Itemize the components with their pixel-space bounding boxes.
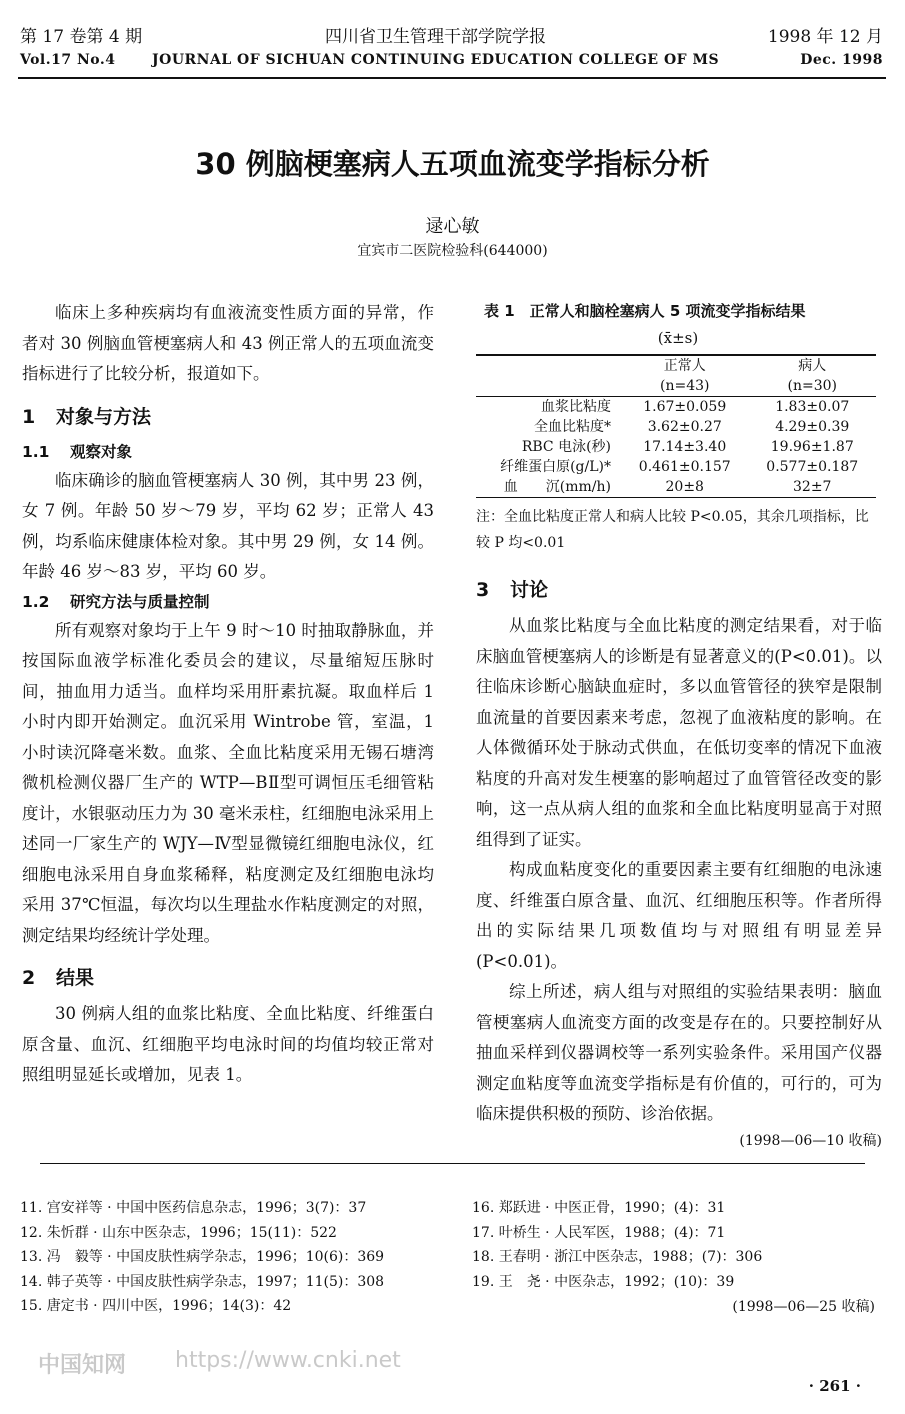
reference-item: 18. 王春明 · 浙江中医杂志，1988；(7)：306 xyxy=(472,1249,763,1265)
reference-item: 14. 韩子英等 · 中国皮肤性病学杂志，1997；11(5)：308 xyxy=(20,1273,385,1290)
data-table-body xyxy=(476,397,876,497)
section-number: 1.1 xyxy=(22,442,50,461)
section-number: 2 xyxy=(22,967,36,989)
cell-patient: 19.96±1.87 xyxy=(770,438,854,455)
table-row xyxy=(476,397,876,417)
table-row xyxy=(476,437,876,457)
volume-issue-en: Vol.17 No.4 xyxy=(20,52,116,68)
reference-item: 17. 叶桥生 · 人民军医，1988；(4)：71 xyxy=(472,1224,726,1241)
cell-patient: 4.29±0.39 xyxy=(775,418,850,435)
page-number: · 261 · xyxy=(808,1377,861,1395)
volume-issue-cn: 第 17 卷第 4 期 xyxy=(20,27,143,47)
discussion-paragraph-3: 综上所述，病人组与对照组的实验结果表明：脑血管梗塞病人血流变方面的改变是存在的。只要控制好从抽血采样到仪器调校等一系列实验条件。采用国产仪器测定血粘度等血流变学指标是有价值的，可行的，可为临床提供积极的预防、诊治依据。 xyxy=(476,982,882,1123)
row-label: RBC 电泳(秒) xyxy=(521,438,611,455)
table-subcaption: (x̄±s) xyxy=(657,329,699,347)
results-paragraph: 30 例病人组的血浆比粘度、全血比粘度、纤维蛋白原含量、血沉、红细胞平均电泳时间的均值均较正常对照组明显延长或增加，见表 1。 xyxy=(22,1004,434,1084)
references-received-date: (1998—06—25 收稿) xyxy=(732,1299,875,1315)
reference-item: 13. 冯 毅等 · 中国皮肤性病学杂志，1996；10(6)：369 xyxy=(20,1249,385,1265)
col-header-patient: 病人 xyxy=(798,357,827,374)
section-number: 3 xyxy=(476,579,490,601)
section-title: 讨论 xyxy=(510,579,549,601)
issue-date-cn: 1998 年 12 月 xyxy=(767,27,883,47)
subjects-paragraph: 临床确诊的脑血管梗塞病人 30 例，其中男 23 例，女 7 例。年龄 50 岁～79 岁，平均 62 岁；正常人 43 例，均系临床健康体检对象。其中男 29 例，女 14 例。年龄 46 岁～83 岁，平均 60 岁。 xyxy=(22,470,434,581)
cell-normal: 17.14±3.40 xyxy=(643,438,727,455)
reference-item: 19. 王 尧 · 中医杂志，1992；(10)：39 xyxy=(472,1273,735,1290)
article-title: 30 例脑梗塞病人五项血流变学指标分析 xyxy=(195,147,710,181)
table-block xyxy=(476,300,880,556)
col-n-normal: (n=43) xyxy=(660,377,710,394)
cell-patient: 32±7 xyxy=(793,478,832,495)
section-1-1-heading xyxy=(22,438,434,466)
received-date: (1998—06—10 收稿) xyxy=(739,1132,882,1149)
row-label: 纤维蛋白原(g/L)* xyxy=(500,458,611,475)
section-number: 1 xyxy=(22,405,36,428)
cell-normal: 3.62±0.27 xyxy=(647,418,722,435)
table-row xyxy=(476,457,876,477)
row-label: 血浆比粘度 xyxy=(541,398,611,415)
table-top-rule xyxy=(476,354,876,356)
cell-normal: 20±8 xyxy=(665,478,704,495)
references-right xyxy=(472,1196,762,1294)
section-3-heading xyxy=(476,575,882,605)
table-row xyxy=(476,477,876,497)
left-column xyxy=(22,298,434,1091)
col-header-normal: 正常人 xyxy=(663,357,706,374)
discussion-paragraph-2: 构成血粘度变化的重要因素主要有红细胞的电泳速度、纤维蛋白原含量、血沉、红细胞压积等。作者所得出的实际结果几项数值均与对照组有明显差异(P<0.01)。 xyxy=(476,860,882,971)
table-header-n-row xyxy=(476,376,876,396)
discussion-paragraph-1: 从血浆比粘度与全血比粘度的测定结果看，对于临床脑血管梗塞病人的诊断是有显著意义的(P<0.01)。以往临床诊断心脑缺血症时，多以血管管径的狭窄是限制血流量的首要因素来考虑，忽视了血液粘度的影响。在人体微循环处于脉动式供血，在低切变率的情况下血液粘度的升高对发生梗塞的影响超过了血管管径改变的影响，这一点从病人组的血浆和全血比粘度明显高于对照组得到了证实。 xyxy=(476,616,882,849)
section-title: 研究方法与质量控制 xyxy=(70,592,210,611)
issue-date-en: Dec. 1998 xyxy=(800,52,883,68)
reference-item: 16. 郑跃进 · 中医正骨，1990；(4)：31 xyxy=(472,1200,726,1216)
col-n-patient: (n=30) xyxy=(787,377,837,394)
cell-patient: 0.577±0.187 xyxy=(766,458,859,475)
row-label: 全血比粘度* xyxy=(534,418,611,435)
watermark-logo: 中国知网 xyxy=(38,1353,127,1378)
references-left xyxy=(20,1196,384,1319)
section-number: 1.2 xyxy=(22,592,50,611)
section-title: 结果 xyxy=(56,967,95,989)
data-table xyxy=(476,356,876,396)
table-caption: 表 1 正常人和脑栓塞病人 5 项流变学指标结果 xyxy=(484,302,806,320)
table-header-row xyxy=(476,356,876,376)
table-note: 注：全血比粘度正常人和病人比较 P<0.05，其余几项指标，比较 P 均<0.01 xyxy=(476,509,869,551)
header-rule xyxy=(18,77,886,79)
table-row xyxy=(476,417,876,437)
section-1-heading xyxy=(22,402,434,432)
affiliation: 宜宾市二医院检验科(644000) xyxy=(357,243,548,259)
author: 逯心敏 xyxy=(425,216,480,237)
journal-name-cn: 四川省卫生管理干部学院学报 xyxy=(325,27,546,47)
reference-item: 15. 唐定书 · 四川中医，1996；14(3)：42 xyxy=(20,1298,292,1314)
watermark-url: https://www.cnki.net xyxy=(175,1348,401,1373)
cell-normal: 0.461±0.157 xyxy=(638,458,731,475)
table-bottom-rule xyxy=(476,497,876,499)
section-2-heading xyxy=(22,963,434,993)
section-title: 观察对象 xyxy=(70,442,133,461)
table-mid-rule xyxy=(476,396,876,397)
references-rule xyxy=(40,1163,865,1164)
right-column xyxy=(476,563,882,1152)
reference-item: 11. 宫安祥等 · 中国中医药信息杂志，1996；3(7)：37 xyxy=(20,1200,367,1216)
intro-paragraph: 临床上多种疾病均有血液流变性质方面的异常，作者对 30 例脑血管梗塞病人和 43 例正常人的五项血流变指标进行了比较分析，报道如下。 xyxy=(22,303,434,383)
methods-paragraph: 所有观察对象均于上午 9 时～10 时抽取静脉血，并按国际血液学标准化委员会的建议，尽量缩短压脉时间，抽血用力适当。血样均采用肝素抗凝。取血样后 1 小时内即开始测定。血沉采用 Wintrobe 管，室温，1 小时读沉降毫米数。血浆、全血比粘度采用无锡石塘湾微机检测仪器厂生产的 WTP—BⅡ型可调恒压毛细管粘度计，水银驱动压力为 30 毫米汞柱，红细胞电泳采用上述同一厂家生产的 WJY—Ⅳ型显微镜红细胞电泳仪，红细胞电泳采用自身血浆稀释，粘度测定及红细胞电泳均采用 37℃恒温，每次均以生理盐水作粘度测定的对照，测定结果均经统计学处理。 xyxy=(22,620,434,945)
cell-normal: 1.67±0.059 xyxy=(643,398,727,415)
journal-name-en: JOURNAL OF SICHUAN CONTINUING EDUCATION COLLEGE OF MS xyxy=(152,52,720,68)
section-title: 对象与方法 xyxy=(56,405,152,428)
row-label: 血 沉(mm/h) xyxy=(503,478,611,495)
cell-patient: 1.83±0.07 xyxy=(775,398,850,415)
reference-item: 12. 朱忻群 · 山东中医杂志，1996；15(11)：522 xyxy=(20,1224,337,1241)
section-1-2-heading xyxy=(22,588,434,616)
